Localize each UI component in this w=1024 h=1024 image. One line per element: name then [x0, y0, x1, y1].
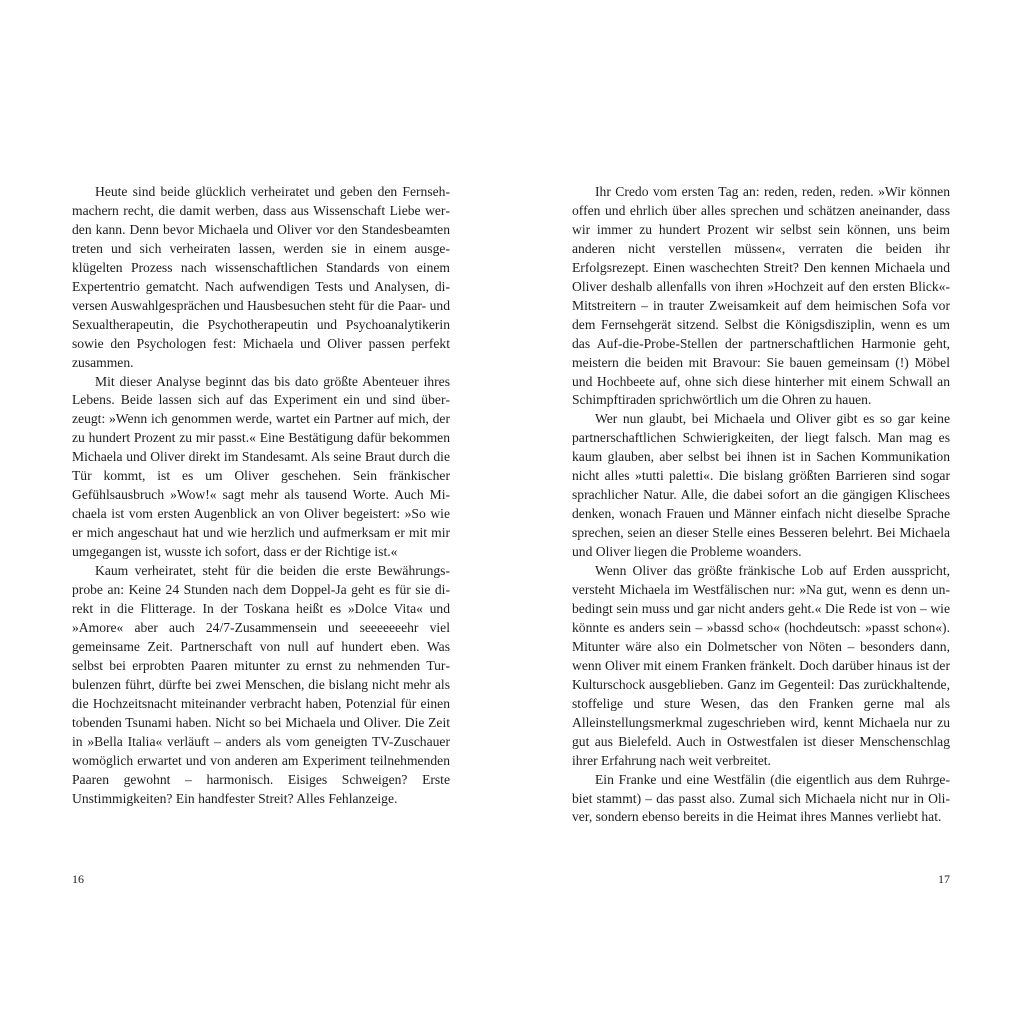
right-page-text-block [572, 183, 950, 827]
paragraph: Heute sind beide glücklich verheiratet und geben den Fernsehmachern recht, die damit werben, dass aus Wissenschaft Liebe werden kann. Denn bevor Michaela und Oliver vor den Standesbeamten treten und sich verheiraten lassen, werden sie in einem ausgeklügelten Prozess nach wissenschaftlichen Standards von einem Expertentrio gematcht. Nach aufwendigen Tests und Analysen, diversen Auswahlgesprächen und Hausbesuchen steht für die Paar- und Sexualtherapeutin, die Psychotherapeutin und Psychoanalytikerin sowie den Psychologen fest: Michaela und Oliver passen perfekt zusammen. [72, 184, 450, 370]
page-number: 17 [938, 872, 950, 886]
paragraph: Kaum verheiratet, steht für die beiden die erste Bewährungsprobe an: Keine 24 Stunden nach dem Doppel-Ja geht es für sie direkt in die Flitterage. In der Toskana heißt es »Dolce Vita« und »Amore« aber auch 24/7-Zusammensein und seeeeeeehr viel gemeinsame Zeit. Partnerschaft von null auf hundert eben. Was selbst bei erprobten Paaren mitunter zu ernst zu nehmenden Turbulenzen führt, dürfte bei zwei Menschen, die bislang nicht mehr als die Hochzeitsnacht miteinander verbracht haben, Potenzial für einen tobenden Tsunami haben. Nicht so bei Michaela und Oliver. Die Zeit in »Bella Italia« verläuft – anders als vom geneigten TV-Zuschauer womöglich erwartet und von anderen am Experiment teilnehmenden Paaren gewohnt – harmonisch. Eisiges Schweigen? Erste Unstimmigkeiten? Ein handfester Streit? Alles Fehlanzeige. [72, 563, 450, 806]
page-number: 16 [72, 872, 84, 886]
paragraph: Ihr Credo vom ersten Tag an: reden, reden, reden. »Wir können offen und ehrlich über alles sprechen und schätzen aneinander, dass wir immer zu hundert Prozent wir selbst sein können, uns beim anderen nicht verstellen müssen«, verraten die beiden ihr Erfolgsrezept. Einen waschechten Streit? Den kennen Michaela und Oliver deshalb allenfalls von ihren »Hochzeit auf den ersten Blick«-Mitstreitern – in trauter Zweisamkeit auf dem heimischen Sofa vor dem Fernsehgerät sitzend. Selbst die Königsdisziplin, wenn es um das Auf-die-Probe-Stellen der partnerschaftlichen Harmonie geht, meistern die beiden mit Bravour: Sie bauen gemeinsam (!) Möbel und Hochbeete auf, ohne sich diese hinterher mit einem Schwall an Schimpftiraden sprichwörtlich um die Ohren zu hauen. [572, 184, 950, 408]
paragraph: Wenn Oliver das größte fränkische Lob auf Erden ausspricht, versteht Michaela im Westfälischen nur: »Na gut, wenn es denn unbedingt sein muss und gar nicht anders geht.« Die Rede ist von – wie könnte es anders sein – »bassd scho« (hochdeutsch: »passt schon«). Mitunter wäre also ein Dolmetscher von Nöten – besonders dann, wenn Oliver mit einem Franken fränkelt. Doch darüber hinaus ist der Kulturschock ausgeblieben. Ganz im Gegenteil: Das zurückhaltende, stoffelige und sture Wesen, das den Franken gerne mal als Alleinstellungsmerkmal zugeschrieben wird, kennt Michaela nur zu gut aus Bielefeld. Auch in Ostwestfalen ist dieser Menschenschlag ihrer Erfahrung nach weit verbreitet. [572, 563, 950, 768]
paragraph: Mit dieser Analyse beginnt das bis dato größte Abenteuer ihres Lebens. Beide lassen sich auf das Experiment ein und sind überzeugt: »Wenn ich genommen werde, wartet ein Partner auf mich, der zu hundert Prozent zu mir passt.« Eine Bestätigung dafür bekommen Michaela und Oliver direkt im Standesamt. Als seine Braut durch die Tür kommt, ist es um Oliver geschehen. Sein fränkischer Gefühlsausbruch »Wow!« sagt mehr als tausend Worte. Auch Michaela ist vom ersten Augenblick an von Oliver begeistert: »So wie er mich angeschaut hat und wie herzlich und aufmerksam er mit mir umgegangen ist, wusste ich sofort, dass er der Richtige ist.« [72, 373, 450, 560]
paragraph: Wer nun glaubt, bei Michaela und Oliver gibt es so gar keine partnerschaftlichen Schwierigkeiten, der liegt falsch. Man mag es kaum glauben, aber selbst bei ihnen ist in Sachen Kommunikation nicht alles »tutti paletti«. Die bislang größten Barrieren sind sogar sprachlicher Natur. Alle, die dabei sofort an die gängigen Klischees denken, wonach Frauen und Männer einfach nicht dieselbe Sprache sprechen, seien an dieser Stelle eines Besseren belehrt. Bei Michaela und Oliver liegen die Probleme woanders. [572, 411, 950, 560]
paragraph: Ein Franke und eine Westfälin (die eigentlich aus dem Ruhrgebiet stammt) – das passt also. Zumal sich Michaela nicht nur in Oliver, sondern ebenso bereits in die Heimat ihres Mannes verliebt hat. [572, 771, 950, 825]
left-page-text-block [72, 183, 450, 808]
